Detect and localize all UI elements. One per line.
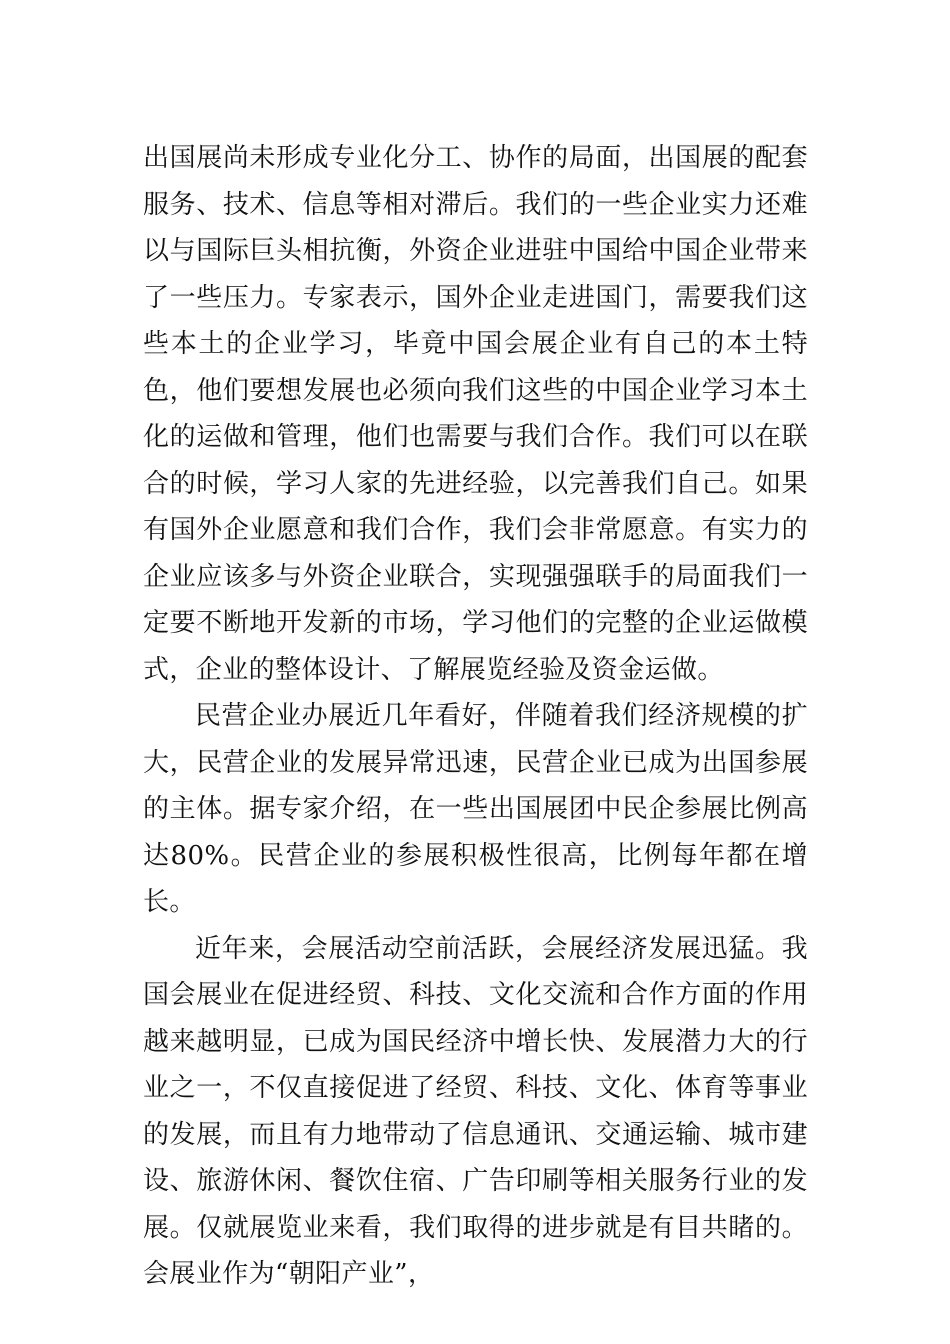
- paragraph-3: 近年来，会展活动空前活跃，会展经济发展迅猛。我国会展业在促进经贸、科技、文化交流和合作方面的作用越来越明显，已成为国民经济中增长快、发展潜力大的行业之一，不仅直接促进了经贸、科技、文化、体育等事业的发展，而且有力地带动了信息通讯、交通运输、城市建设、旅游休闲、餐饮住宿、广告印刷等相关服务行业的发展。仅就展览业来看，我们取得的进步就是有目共睹的。会展业作为“朝阳产业”，: [143, 933, 808, 1289]
- paragraph-2: 民营企业办展近几年看好，伴随着我们经济规模的扩大，民营企业的发展异常迅速，民营企业已成为出国参展的主体。据专家介绍，在一些出国展团中民企参展比例高达80%。民营企业的参展积极性很高，比例每年都在增长。: [143, 701, 808, 917]
- document-body: [143, 135, 808, 1298]
- paragraph-1: 出国展尚未形成专业化分工、协作的局面，出国展的配套服务、技术、信息等相对滞后。我们的一些企业实力还难以与国际巨头相抗衡，外资企业进驻中国给中国企业带来了一些压力。专家表示，国外企业走进国门，需要我们这些本土的企业学习，毕竟中国会展企业有自己的本土特色，他们要想发展也必须向我们这些的中国企业学习本土化的运做和管理，他们也需要与我们合作。我们可以在联合的时候，学习人家的先进经验，以完善我们自己。如果有国外企业愿意和我们合作，我们会非常愿意。有实力的企业应该多与外资企业联合，实现强强联手的局面我们一定要不断地开发新的市场，学习他们的完整的企业运做模式，企业的整体设计、了解展览经验及资金运做。: [143, 143, 808, 685]
